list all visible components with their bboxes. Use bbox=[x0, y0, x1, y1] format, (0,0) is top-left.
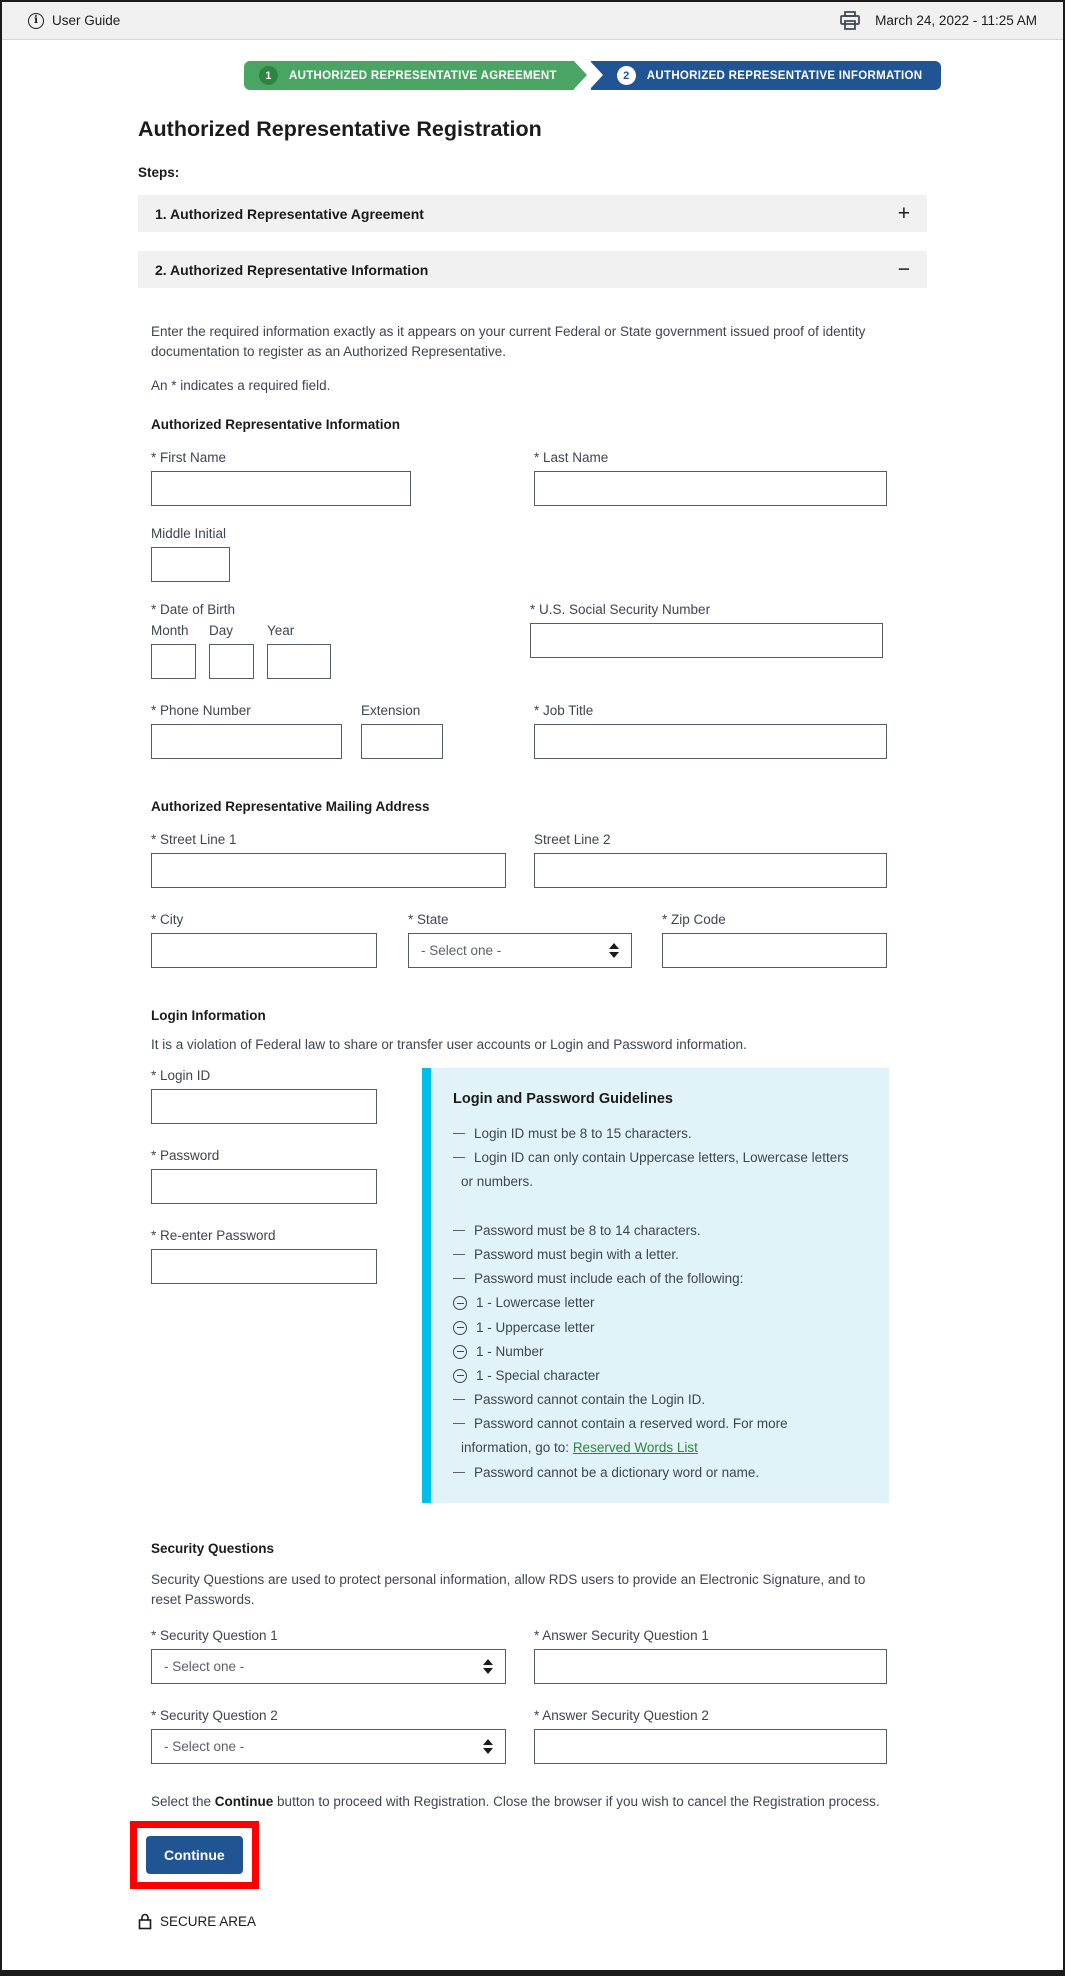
street-1-label: * Street Line 1 bbox=[151, 831, 237, 847]
dash-icon bbox=[453, 1472, 465, 1482]
reenter-password-input[interactable] bbox=[151, 1249, 377, 1284]
row-street bbox=[151, 832, 927, 888]
phone-input[interactable] bbox=[151, 724, 342, 759]
guideline-text: Password cannot be a dictionary word or name. bbox=[474, 1464, 760, 1480]
guideline-text: 1 - Number bbox=[476, 1343, 544, 1359]
row-middle-initial bbox=[151, 526, 927, 582]
federal-law-notice: It is a violation of Federal law to share or transfer user accounts or Login and Password information. bbox=[151, 1036, 747, 1052]
dash-icon bbox=[453, 1399, 465, 1409]
guideline-subitem bbox=[453, 1366, 865, 1385]
info-icon: i bbox=[28, 13, 44, 29]
accordion-agreement-label: 1. Authorized Representative Agreement bbox=[155, 205, 424, 222]
field-answer-1 bbox=[534, 1628, 887, 1684]
security-question-1-select[interactable] bbox=[151, 1649, 506, 1684]
field-city bbox=[151, 912, 377, 968]
user-guide-link[interactable] bbox=[28, 13, 120, 29]
dash-icon bbox=[453, 1423, 465, 1433]
guideline-text: Password must include each of the following: bbox=[474, 1271, 744, 1287]
dash-icon bbox=[453, 1254, 465, 1264]
login-id-label: * Login ID bbox=[151, 1067, 211, 1083]
section-heading-mailing: Authorized Representative Mailing Address bbox=[151, 798, 430, 814]
plus-icon[interactable]: + bbox=[897, 202, 910, 225]
dob-inputs bbox=[151, 644, 331, 679]
security-question-2-label: * Security Question 2 bbox=[151, 1708, 278, 1724]
dob-year-label: Year bbox=[267, 622, 295, 638]
step-2-information bbox=[591, 61, 942, 90]
state-select[interactable] bbox=[408, 933, 632, 968]
guideline-text: Login ID must be 8 to 15 characters. bbox=[474, 1125, 692, 1141]
secure-area-footer bbox=[138, 1913, 927, 1930]
field-security-question-2 bbox=[151, 1708, 506, 1764]
guideline-text: 1 - Uppercase letter bbox=[476, 1319, 595, 1335]
row-phone-job bbox=[151, 703, 927, 759]
answer-2-input[interactable] bbox=[534, 1729, 887, 1764]
user-guide-label: User Guide bbox=[52, 13, 121, 28]
dash-icon bbox=[453, 1230, 465, 1240]
circle-minus-icon bbox=[453, 1345, 467, 1359]
dob-month-label: Month bbox=[151, 622, 189, 638]
login-password-guidelines-box bbox=[422, 1068, 889, 1503]
job-title-label: * Job Title bbox=[534, 702, 594, 718]
step-2-label: AUTHORIZED REPRESENTATIVE INFORMATION bbox=[646, 69, 923, 82]
step-1-label: AUTHORIZED REPRESENTATIVE AGREEMENT bbox=[289, 69, 557, 82]
dob-sublabels bbox=[151, 623, 331, 638]
field-first-name bbox=[151, 450, 411, 506]
field-last-name bbox=[534, 450, 887, 506]
guideline-item bbox=[453, 1269, 865, 1288]
main-content bbox=[2, 117, 1063, 1930]
guideline-item bbox=[453, 1245, 865, 1264]
zip-input[interactable] bbox=[662, 933, 887, 968]
guideline-subitem bbox=[453, 1293, 865, 1312]
last-name-label: * Last Name bbox=[534, 449, 609, 465]
step-1-agreement bbox=[244, 61, 574, 90]
middle-initial-label: Middle Initial bbox=[151, 525, 227, 541]
city-label: * City bbox=[151, 911, 184, 927]
dob-year-input[interactable] bbox=[267, 644, 331, 679]
select-arrows-icon bbox=[483, 1739, 493, 1754]
guideline-text: information, go to: Reserved Words List bbox=[461, 1440, 698, 1456]
topbar-right bbox=[839, 11, 1037, 30]
minus-icon[interactable]: − bbox=[897, 258, 910, 281]
guidelines-title: Login and Password Guidelines bbox=[453, 1090, 673, 1107]
continue-instruction: Select the Continue button to proceed with Registration. Close the browser if you wish to cancel the Registration process. bbox=[151, 1794, 880, 1810]
continue-highlight-box bbox=[130, 1821, 259, 1889]
state-label: * State bbox=[408, 911, 449, 927]
dob-month-input[interactable] bbox=[151, 644, 196, 679]
field-date-of-birth bbox=[151, 602, 331, 679]
field-street-1 bbox=[151, 832, 506, 888]
lock-icon bbox=[138, 1913, 152, 1930]
security-question-2-value: - Select one - bbox=[164, 1739, 245, 1755]
street-1-input[interactable] bbox=[151, 853, 506, 888]
top-bar bbox=[2, 2, 1063, 40]
step-1-badge: 1 bbox=[259, 66, 278, 85]
section-heading-personal: Authorized Representative Information bbox=[151, 416, 401, 432]
field-job-title bbox=[534, 703, 887, 759]
accordion-information-label: 2. Authorized Representative Information bbox=[155, 261, 429, 278]
field-street-2 bbox=[534, 832, 887, 888]
reserved-words-list-link[interactable]: Reserved Words List bbox=[572, 1440, 698, 1456]
dash-icon bbox=[453, 1278, 465, 1288]
section-heading-security: Security Questions bbox=[151, 1540, 275, 1556]
field-answer-2 bbox=[534, 1708, 887, 1764]
row-dob-ssn bbox=[151, 602, 927, 679]
field-login-id bbox=[151, 1068, 377, 1124]
reenter-password-label: * Re-enter Password bbox=[151, 1227, 276, 1243]
secure-area-label: SECURE AREA bbox=[160, 1914, 257, 1930]
first-name-label: * First Name bbox=[151, 449, 227, 465]
field-reenter-password bbox=[151, 1228, 377, 1284]
circle-minus-icon bbox=[453, 1369, 467, 1383]
ssn-input[interactable] bbox=[530, 623, 883, 658]
row-city-state-zip bbox=[151, 912, 927, 968]
job-title-input[interactable] bbox=[534, 724, 887, 759]
guideline-item-continuation bbox=[453, 1438, 865, 1457]
row-security-1 bbox=[151, 1628, 927, 1684]
accordion-agreement[interactable] bbox=[138, 195, 927, 232]
guideline-item bbox=[453, 1148, 865, 1167]
guideline-text: Password cannot contain a reserved word. For more bbox=[474, 1416, 788, 1432]
select-arrows-icon bbox=[483, 1659, 493, 1674]
security-description: Security Questions are used to protect personal information, allow RDS users to provide an Electronic Signature, and to reset Passwords. bbox=[151, 1571, 866, 1607]
field-password bbox=[151, 1148, 377, 1204]
guideline-item bbox=[453, 1124, 865, 1143]
field-security-question-1 bbox=[151, 1628, 506, 1684]
section-heading-login: Login Information bbox=[151, 1007, 266, 1023]
login-area bbox=[151, 1068, 927, 1503]
guideline-text: Password cannot contain the Login ID. bbox=[474, 1392, 706, 1408]
field-extension bbox=[361, 703, 443, 759]
street-2-label: Street Line 2 bbox=[534, 831, 611, 847]
step-indicator bbox=[244, 61, 1063, 90]
dash-icon bbox=[453, 1157, 465, 1167]
guideline-text: or numbers. bbox=[461, 1173, 534, 1189]
ssn-label: * U.S. Social Security Number bbox=[530, 601, 711, 617]
street-2-input[interactable] bbox=[534, 853, 887, 888]
guidelines-list bbox=[453, 1124, 865, 1482]
field-ssn bbox=[530, 602, 883, 658]
row-name bbox=[151, 450, 927, 506]
dob-label: * Date of Birth bbox=[151, 601, 236, 617]
extension-label: Extension bbox=[361, 702, 421, 718]
row-security-2 bbox=[151, 1708, 927, 1764]
guideline-subitem bbox=[453, 1318, 865, 1337]
guideline-item-continuation bbox=[453, 1172, 865, 1191]
password-label: * Password bbox=[151, 1147, 220, 1163]
guideline-subitem bbox=[453, 1342, 865, 1361]
security-question-2-select[interactable] bbox=[151, 1729, 506, 1764]
field-middle-initial bbox=[151, 526, 230, 582]
continue-button[interactable]: Continue bbox=[146, 1836, 243, 1874]
extension-input[interactable] bbox=[361, 724, 443, 759]
guideline-item bbox=[453, 1414, 865, 1433]
login-fields-column bbox=[151, 1068, 377, 1284]
step-2-badge: 2 bbox=[617, 66, 636, 85]
answer-2-label: * Answer Security Question 2 bbox=[534, 1708, 709, 1724]
dob-day-label: Day bbox=[209, 622, 234, 638]
security-question-1-value: - Select one - bbox=[164, 1659, 245, 1675]
security-question-1-label: * Security Question 1 bbox=[151, 1628, 278, 1644]
field-state bbox=[408, 912, 632, 968]
intro-paragraph: Enter the required information exactly as it appears on your current Federal or State government issued proof of identity documentation to register as an Authorized Representative. bbox=[151, 324, 866, 360]
last-name-input[interactable] bbox=[534, 471, 887, 506]
field-zip bbox=[662, 912, 887, 968]
guideline-text: Password must be 8 to 14 characters. bbox=[474, 1222, 701, 1238]
guideline-text: Password must begin with a letter. bbox=[474, 1247, 679, 1263]
printer-icon[interactable] bbox=[839, 11, 861, 30]
required-note: An * indicates a required field. bbox=[151, 377, 331, 393]
accordion-information[interactable] bbox=[138, 251, 927, 288]
answer-1-input[interactable] bbox=[534, 1649, 887, 1684]
field-phone bbox=[151, 703, 342, 759]
zip-label: * Zip Code bbox=[662, 911, 726, 927]
phone-label: * Phone Number bbox=[151, 702, 251, 718]
guideline-item bbox=[453, 1463, 865, 1482]
circle-minus-icon bbox=[453, 1296, 467, 1310]
page-title: Authorized Representative Registration bbox=[138, 117, 542, 141]
steps-label: Steps: bbox=[138, 165, 180, 180]
city-input[interactable] bbox=[151, 933, 377, 968]
first-name-input[interactable] bbox=[151, 471, 411, 506]
dob-day-input[interactable] bbox=[209, 644, 254, 679]
answer-1-label: * Answer Security Question 1 bbox=[534, 1628, 709, 1644]
guideline-item bbox=[453, 1390, 865, 1409]
state-select-value: - Select one - bbox=[421, 942, 502, 958]
datetime-text: March 24, 2022 - 11:25 AM bbox=[875, 13, 1037, 28]
guideline-item bbox=[453, 1221, 865, 1240]
dash-icon bbox=[453, 1133, 465, 1143]
guideline-text: 1 - Lowercase letter bbox=[476, 1295, 595, 1311]
middle-initial-input[interactable] bbox=[151, 547, 230, 582]
password-input[interactable] bbox=[151, 1169, 377, 1204]
guideline-text: Login ID can only contain Uppercase letters, Lowercase letters bbox=[474, 1149, 849, 1165]
login-id-input[interactable] bbox=[151, 1089, 377, 1124]
guideline-text: 1 - Special character bbox=[476, 1367, 600, 1383]
select-arrows-icon bbox=[609, 943, 619, 958]
circle-minus-icon bbox=[453, 1321, 467, 1335]
